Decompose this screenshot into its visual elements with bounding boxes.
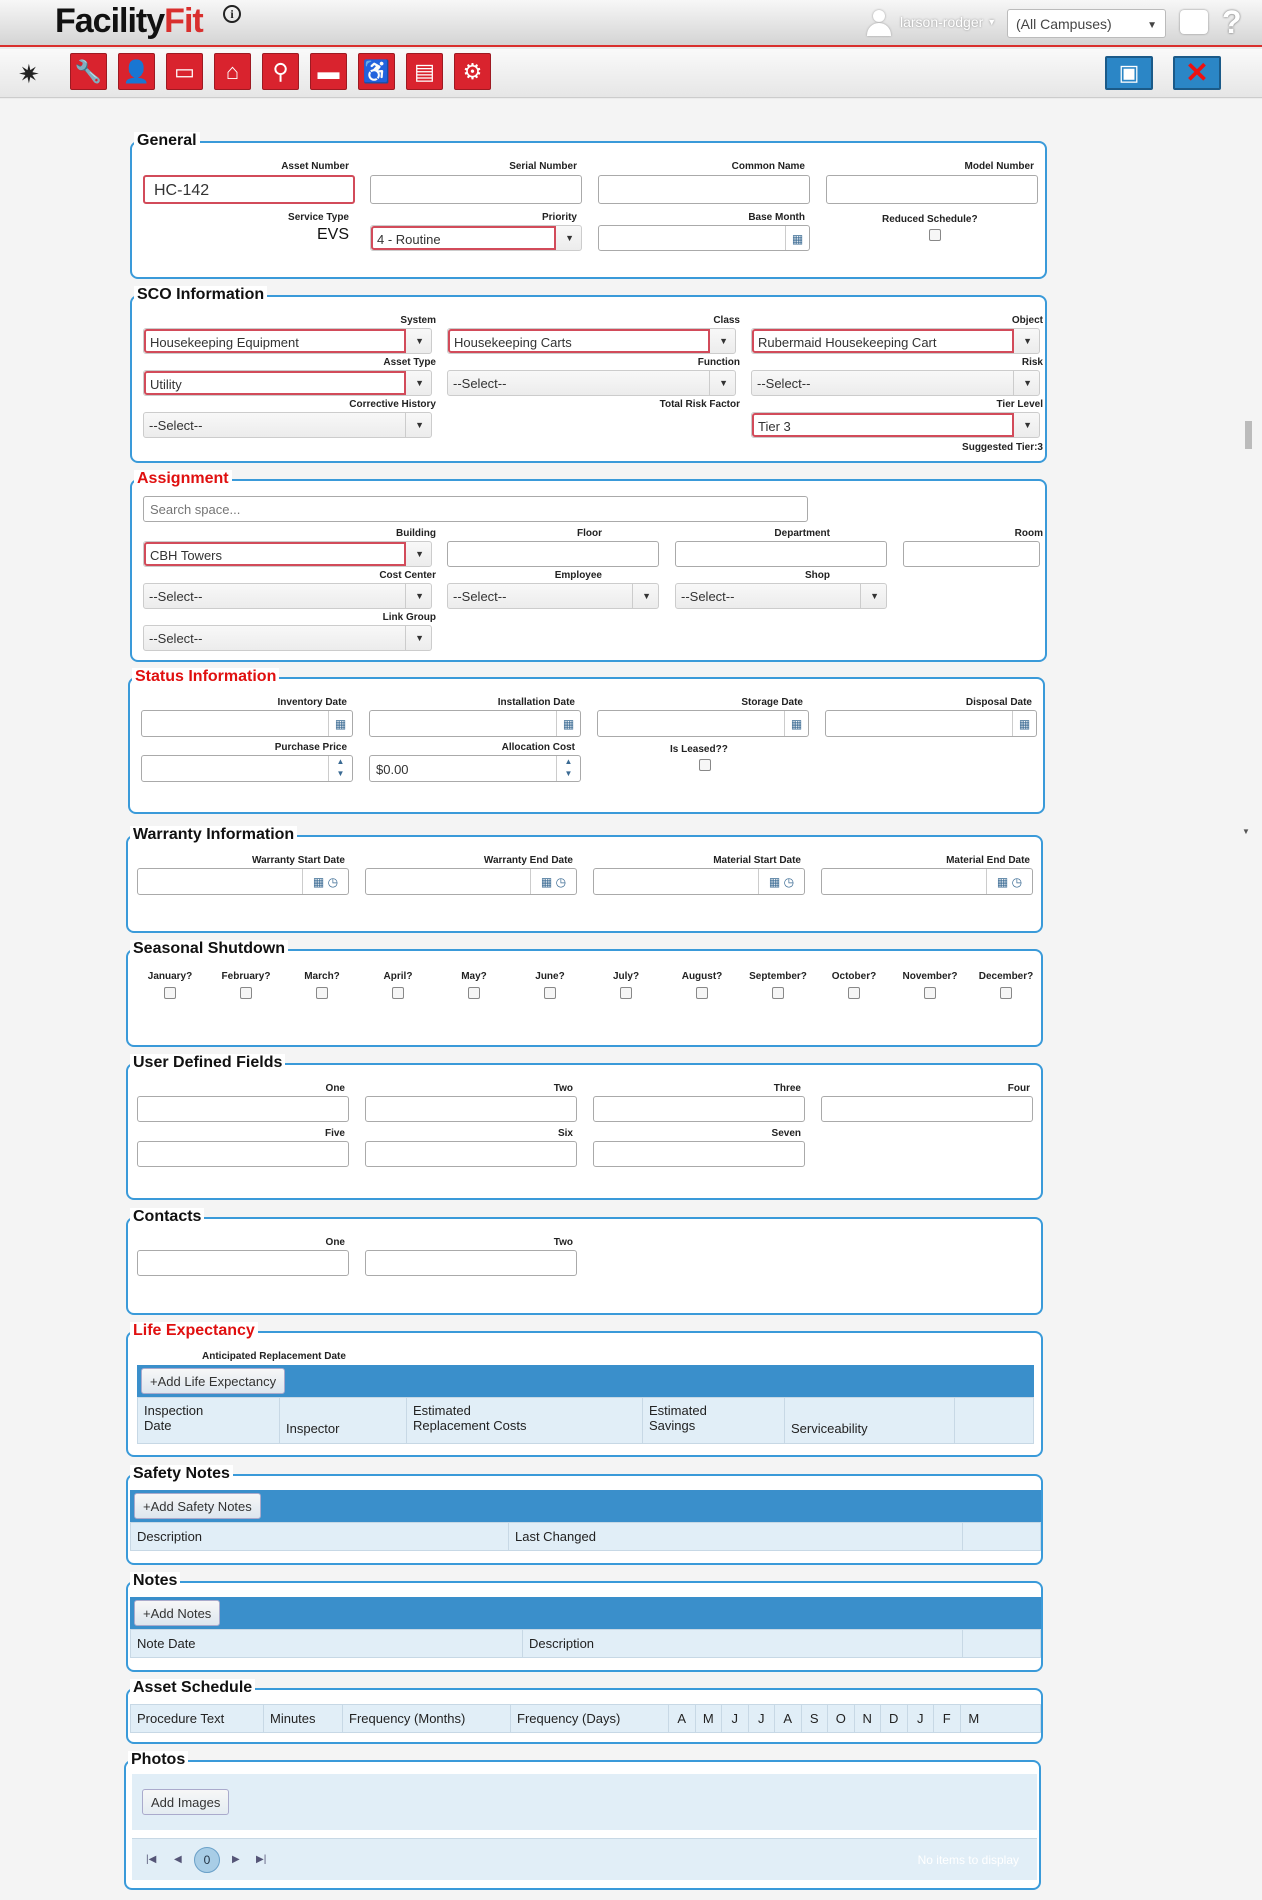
storage-date-field[interactable]: [597, 710, 809, 737]
monitor-icon[interactable]: ▭: [166, 53, 203, 90]
udf-label-four: Four: [1007, 1083, 1030, 1094]
base-month-label: Base Month: [748, 212, 805, 223]
column-month[interactable]: O: [828, 1705, 855, 1732]
department-label: Department: [774, 528, 830, 539]
udf-section: [126, 1054, 1043, 1200]
column-minutes[interactable]: Minutes: [264, 1705, 343, 1732]
storage-date-label: Storage Date: [741, 697, 803, 708]
scroll-down-icon[interactable]: ▼: [1242, 827, 1250, 836]
next-page-icon[interactable]: ▶: [232, 1854, 240, 1865]
user-menu[interactable]: [866, 8, 996, 36]
total-risk-label: Total Risk Factor: [659, 399, 740, 410]
disposal-date-field[interactable]: [825, 710, 1037, 737]
month-checkbox[interactable]: [620, 987, 632, 999]
column-serviceability[interactable]: Serviceability: [785, 1398, 955, 1443]
month-label: September?: [749, 971, 807, 982]
warranty-end-field[interactable]: [365, 868, 577, 895]
service-type-label: Service Type: [288, 212, 349, 223]
current-page[interactable]: 0: [194, 1847, 220, 1873]
chevron-down-icon: ▼: [642, 591, 651, 601]
assignment-section: [130, 470, 1047, 662]
udf-field-one[interactable]: [137, 1096, 349, 1122]
scrollbar-thumb[interactable]: [1245, 421, 1252, 449]
add-safety-notes-button[interactable]: +Add Safety Notes: [134, 1493, 261, 1519]
month-checkbox[interactable]: [164, 987, 176, 999]
anticipated-replacement-label: Anticipated Replacement Date: [202, 1351, 346, 1362]
plus-icon: +: [143, 1499, 151, 1514]
section-title: Status Information: [132, 668, 279, 686]
month-label: August?: [681, 971, 723, 982]
shop-select[interactable]: --Select-- ▼: [675, 583, 887, 609]
class-label: Class: [713, 315, 740, 326]
prev-page-icon[interactable]: ◀: [174, 1854, 182, 1865]
room-field[interactable]: [903, 541, 1040, 567]
corrective-history-select[interactable]: --Select-- ▼: [143, 412, 432, 438]
object-label: Object: [1011, 315, 1043, 326]
column-month[interactable]: A: [775, 1705, 802, 1732]
month-label: October?: [831, 971, 877, 982]
plus-icon: +: [150, 1374, 158, 1389]
installation-date-field[interactable]: [369, 710, 581, 737]
month-label: January?: [147, 971, 193, 982]
month-checkbox[interactable]: [696, 987, 708, 999]
contact-label-one: One: [325, 1237, 345, 1248]
section-title: Life Expectancy: [130, 1322, 258, 1340]
top-bar: [0, 0, 1262, 47]
employee-label: Employee: [554, 570, 602, 581]
add-images-button[interactable]: Add Images: [142, 1789, 229, 1815]
month-checkbox[interactable]: [544, 987, 556, 999]
month-checkbox[interactable]: [316, 987, 328, 999]
month-label: July?: [612, 971, 640, 982]
floor-label: Floor: [577, 528, 602, 539]
month-checkbox[interactable]: [772, 987, 784, 999]
material-start-field[interactable]: [593, 868, 805, 895]
column-month[interactable]: F: [934, 1705, 961, 1732]
column-month[interactable]: J: [749, 1705, 776, 1732]
link-group-label: Link Group: [382, 612, 436, 623]
contact-field-two[interactable]: [365, 1250, 577, 1276]
month-checkbox[interactable]: [392, 987, 404, 999]
section-title: Contacts: [130, 1208, 204, 1226]
is-leased-checkbox[interactable]: [699, 759, 711, 771]
section-title: Seasonal Shutdown: [130, 940, 288, 958]
close-button[interactable]: [1173, 56, 1221, 90]
material-end-label: Material End Date: [946, 855, 1030, 866]
asset-type-label: Asset Type: [383, 357, 436, 368]
search-icon[interactable]: ⚲: [262, 53, 299, 90]
model-number-field[interactable]: [826, 175, 1038, 204]
calendar-clock-icon[interactable]: ▦ ◷: [530, 869, 576, 894]
chevron-down-icon: ▼: [1023, 336, 1032, 346]
month-label: April?: [383, 971, 413, 982]
column-replacement-costs[interactable]: Estimated Replacement Costs: [407, 1398, 643, 1443]
floor-field[interactable]: [447, 541, 659, 567]
month-checkbox[interactable]: [1000, 987, 1012, 999]
cost-center-select[interactable]: --Select-- ▼: [143, 583, 432, 609]
section-title: General: [134, 132, 200, 150]
month-label: February?: [221, 971, 271, 982]
month-checkbox[interactable]: [240, 987, 252, 999]
column-month[interactable]: J: [908, 1705, 935, 1732]
no-items-text: No items to display: [917, 1853, 1019, 1867]
section-title: User Defined Fields: [130, 1054, 285, 1072]
section-title: Asset Schedule: [130, 1679, 255, 1697]
system-label: System: [400, 315, 436, 326]
home-icon[interactable]: ⌂: [214, 53, 251, 90]
service-type-value: EVS: [316, 226, 349, 243]
gears-icon[interactable]: ⚙: [454, 53, 491, 90]
photos-section: [124, 1751, 1041, 1890]
section-title: Warranty Information: [130, 826, 297, 844]
info-icon[interactable]: i: [223, 5, 241, 23]
corrective-history-label: Corrective History: [349, 399, 436, 410]
help-icon[interactable]: ?: [1222, 4, 1242, 40]
first-page-icon[interactable]: |◀: [146, 1854, 157, 1865]
is-leased-label: Is Leased??: [670, 744, 728, 755]
asset-type-select[interactable]: Utility ▼: [143, 370, 432, 396]
last-page-icon[interactable]: ▶|: [256, 1854, 267, 1865]
link-group-select[interactable]: --Select-- ▼: [143, 625, 432, 651]
system-select[interactable]: Housekeeping Equipment ▼: [143, 328, 432, 354]
column-month[interactable]: J: [722, 1705, 749, 1732]
material-end-field[interactable]: [821, 868, 1033, 895]
notes-section: [126, 1572, 1043, 1672]
safety-notes-section: [126, 1465, 1043, 1565]
chevron-down-icon: ▼: [719, 336, 728, 346]
chevron-down-icon: ▼: [1147, 20, 1157, 31]
warranty-end-label: Warranty End Date: [483, 855, 573, 866]
chevron-down-icon: ▼: [415, 336, 424, 346]
allocation-cost-field[interactable]: $0.00 ▲ ▼: [369, 755, 581, 782]
campus-select[interactable]: (All Campuses) ▼: [1007, 9, 1166, 38]
column-month[interactable]: A: [669, 1705, 696, 1732]
udf-field-two[interactable]: [365, 1096, 577, 1122]
asset-schedule-section: [126, 1679, 1043, 1744]
plus-icon: +: [143, 1606, 151, 1621]
facilityfit-logo[interactable]: FacilityFit: [55, 2, 203, 40]
bed-icon[interactable]: ▬: [310, 53, 347, 90]
contact-field-one[interactable]: [137, 1250, 349, 1276]
section-title: Photos: [128, 1751, 188, 1769]
user-icon[interactable]: 👤: [118, 53, 155, 90]
calendar-icon[interactable]: ▦: [556, 711, 580, 736]
wheelchair-icon[interactable]: ♿: [358, 53, 395, 90]
asset-number-label: Asset Number: [281, 161, 349, 172]
column-description[interactable]: Description: [523, 1630, 963, 1657]
close-icon: ✕: [1185, 57, 1209, 88]
udf-field-four[interactable]: [821, 1096, 1033, 1122]
life-expectancy-section: [126, 1322, 1043, 1457]
wrench-icon[interactable]: 🔧: [70, 53, 107, 90]
contacts-section: [126, 1208, 1043, 1315]
model-number-label: Model Number: [964, 161, 1034, 172]
udf-label-seven: Seven: [771, 1128, 801, 1139]
add-notes-button[interactable]: +Add Notes: [134, 1600, 220, 1626]
inventory-date-label: Inventory Date: [277, 697, 347, 708]
chevron-down-icon: ▼: [1023, 420, 1032, 430]
udf-field-five[interactable]: [137, 1141, 349, 1167]
calendar-clock-icon[interactable]: ▦ ◷: [986, 869, 1032, 894]
month-label: December?: [978, 971, 1034, 982]
employee-select[interactable]: --Select-- ▼: [447, 583, 659, 609]
base-month-field[interactable]: [598, 225, 810, 251]
room-label: Room: [1014, 528, 1043, 539]
shop-label: Shop: [805, 570, 830, 581]
column-estimated-savings[interactable]: Estimated Savings: [643, 1398, 785, 1443]
chevron-down-icon: ▼: [987, 17, 997, 27]
calendar-icon[interactable]: ▦: [1012, 711, 1036, 736]
column-inspection-date[interactable]: Inspection Date: [138, 1398, 280, 1443]
general-section: [130, 132, 1047, 279]
udf-field-six[interactable]: [365, 1141, 577, 1167]
building-label: Building: [396, 528, 436, 539]
add-life-expectancy-button[interactable]: +Add Life Expectancy: [141, 1368, 285, 1394]
safety-grid-header: [130, 1522, 1041, 1551]
chevron-down-icon: ▼: [415, 549, 424, 559]
month-checkbox[interactable]: [848, 987, 860, 999]
common-name-label: Common Name: [731, 161, 805, 172]
risk-select[interactable]: --Select-- ▼: [751, 370, 1040, 396]
month-label: November?: [902, 971, 958, 982]
reduced-schedule-label: Reduced Schedule?: [882, 214, 978, 225]
section-title: Safety Notes: [130, 1465, 233, 1483]
contact-label-two: Two: [553, 1237, 573, 1248]
asset-number-field[interactable]: HC-142: [143, 175, 355, 204]
cost-center-label: Cost Center: [379, 570, 436, 581]
search-space-input[interactable]: [143, 496, 808, 522]
spinner-icon[interactable]: ▲ ▼: [556, 756, 580, 781]
warranty-section: [126, 826, 1043, 933]
chevron-down-icon: ▼: [415, 633, 424, 643]
disposal-date-label: Disposal Date: [965, 697, 1032, 708]
udf-field-three[interactable]: [593, 1096, 805, 1122]
seasonal-section: [126, 940, 1043, 1047]
notes-grid-header: [130, 1629, 1041, 1658]
column-last-changed[interactable]: Last Changed: [509, 1523, 963, 1550]
suggested-tier: Suggested Tier:3: [962, 442, 1043, 453]
serial-number-label: Serial Number: [509, 161, 577, 172]
purchase-price-field[interactable]: [141, 755, 353, 782]
inventory-date-field[interactable]: [141, 710, 353, 737]
status-section: [128, 668, 1045, 814]
reduced-schedule-checkbox[interactable]: [929, 229, 941, 241]
priority-label: Priority: [541, 212, 577, 223]
life-grid-header: [137, 1397, 1034, 1444]
sco-section: [130, 286, 1047, 463]
calendar-icon[interactable]: ▦: [784, 711, 808, 736]
month-label: June?: [535, 971, 565, 982]
chevron-down-icon: ▼: [1023, 378, 1032, 388]
floppy-icon: ▣: [1118, 60, 1140, 85]
column-month[interactable]: S: [802, 1705, 829, 1732]
section-title: SCO Information: [134, 286, 267, 304]
document-icon[interactable]: ▤: [406, 53, 443, 90]
object-select[interactable]: Rubermaid Housekeeping Cart ▼: [751, 328, 1040, 354]
udf-label-one: One: [325, 1083, 345, 1094]
user-name: larson-rodger: [900, 14, 984, 30]
allocation-cost-label: Allocation Cost: [501, 742, 575, 753]
tier-level-select[interactable]: Tier 3 ▼: [751, 412, 1040, 438]
risk-label: Risk: [1021, 357, 1043, 368]
function-select[interactable]: --Select-- ▼: [447, 370, 736, 396]
safety-grid-toolbar: [130, 1490, 1041, 1522]
photos-toolbar: [132, 1774, 1037, 1830]
chevron-down-icon: ▼: [415, 591, 424, 601]
column-month[interactable]: D: [881, 1705, 908, 1732]
udf-label-three: Three: [773, 1083, 801, 1094]
calendar-icon[interactable]: ▦: [328, 711, 352, 736]
installation-date-label: Installation Date: [497, 697, 575, 708]
photos-pager: [132, 1838, 1037, 1880]
column-description[interactable]: Description: [131, 1523, 509, 1550]
column-month[interactable]: M: [696, 1705, 723, 1732]
calendar-clock-icon[interactable]: ▦ ◷: [302, 869, 348, 894]
section-title: Assignment: [134, 470, 232, 488]
building-select[interactable]: CBH Towers ▼: [143, 541, 432, 567]
notes-grid-toolbar: [130, 1597, 1041, 1629]
function-label: Function: [697, 357, 740, 368]
month-label: March?: [304, 971, 340, 982]
class-select[interactable]: Housekeeping Carts ▼: [447, 328, 736, 354]
column-note-date[interactable]: Note Date: [131, 1630, 523, 1657]
column-frequency-months[interactable]: Frequency (Months): [343, 1705, 511, 1732]
section-title: Notes: [130, 1572, 180, 1590]
calendar-clock-icon[interactable]: ▦ ◷: [758, 869, 804, 894]
chat-icon[interactable]: [1180, 10, 1208, 34]
user-avatar-icon: [866, 8, 892, 36]
udf-field-seven[interactable]: [593, 1141, 805, 1167]
priority-select[interactable]: 4 - Routine ▼: [370, 225, 582, 251]
spinner-icon[interactable]: ▲ ▼: [328, 756, 352, 781]
warranty-start-field[interactable]: [137, 868, 349, 895]
month-checkbox[interactable]: [468, 987, 480, 999]
purchase-price-label: Purchase Price: [274, 742, 347, 753]
toolbar: [0, 49, 1262, 98]
month-label: May?: [461, 971, 487, 982]
udf-label-six: Six: [557, 1128, 573, 1139]
chevron-down-icon: ▼: [415, 420, 424, 430]
udf-label-five: Five: [324, 1128, 345, 1139]
column-month[interactable]: N: [855, 1705, 882, 1732]
warranty-start-label: Warranty Start Date: [252, 855, 345, 866]
life-grid-toolbar: [137, 1365, 1034, 1397]
tier-level-label: Tier Level: [996, 399, 1043, 410]
material-start-label: Material Start Date: [713, 855, 801, 866]
save-button[interactable]: [1105, 56, 1153, 90]
common-name-field[interactable]: [598, 175, 810, 204]
department-field[interactable]: [675, 541, 887, 567]
calendar-icon[interactable]: ▦: [785, 226, 809, 250]
serial-number-field[interactable]: [370, 175, 582, 204]
column-month[interactable]: M: [968, 1711, 980, 1726]
chevron-down-icon: ▼: [565, 233, 574, 243]
column-inspector[interactable]: Inspector: [280, 1398, 407, 1443]
starburst-icon[interactable]: ✷: [18, 59, 40, 89]
chevron-down-icon: ▼: [870, 591, 879, 601]
chevron-down-icon: ▼: [719, 378, 728, 388]
month-checkbox[interactable]: [924, 987, 936, 999]
udf-label-two: Two: [553, 1083, 573, 1094]
column-procedure-text[interactable]: Procedure Text: [131, 1705, 264, 1732]
column-frequency-days[interactable]: Frequency (Days): [511, 1705, 669, 1732]
schedule-grid-header: [130, 1704, 1041, 1733]
chevron-down-icon: ▼: [415, 378, 424, 388]
